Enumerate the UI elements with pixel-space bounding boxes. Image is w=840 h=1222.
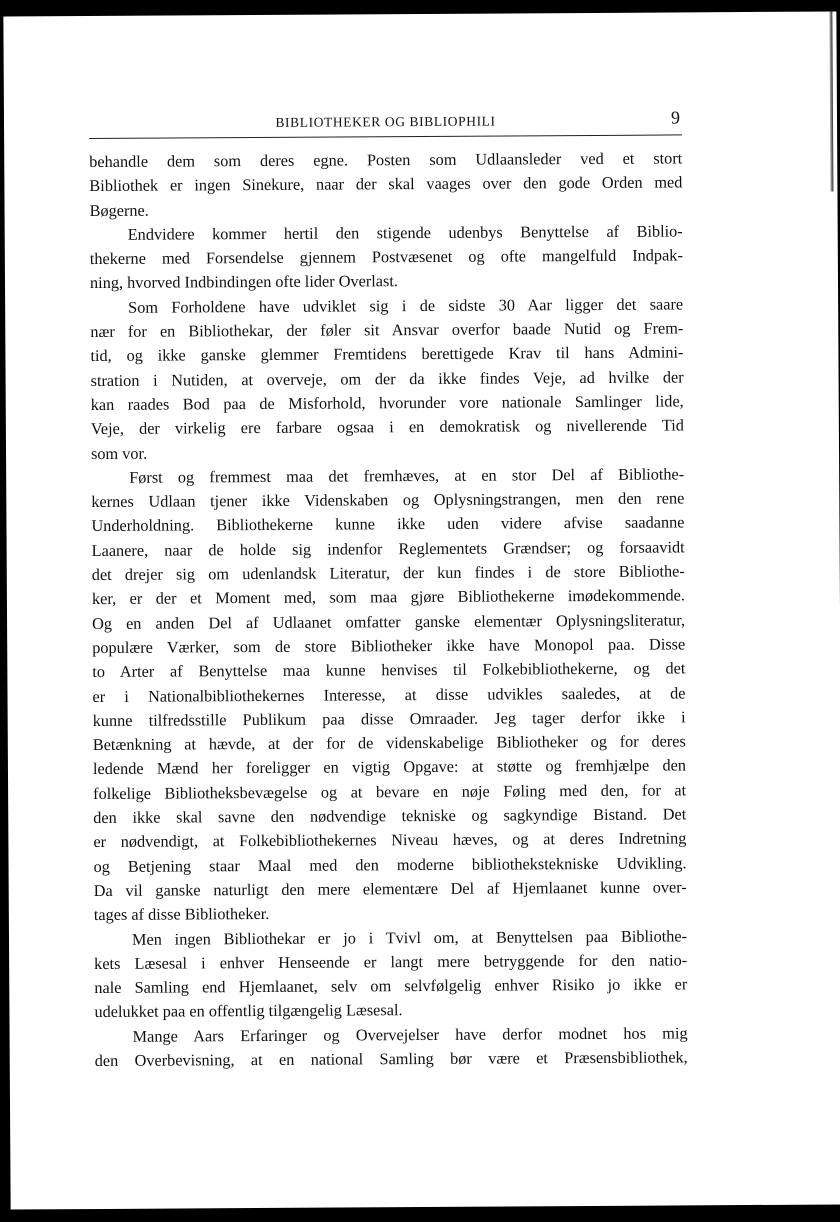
text-line: udelukket paa en offentlig tilgængelig Læsesal.: [94, 1000, 403, 1022]
page-edge-shadow: [829, 11, 833, 191]
text-line: den Overbevisning, at en national Samling bør være et Præsensbibliothek,: [94, 1047, 688, 1071]
text-line: nale Samling end Hjemlaanet, selv om selvfølgelig enhver Risiko jo ikke er: [94, 974, 688, 998]
page-number: 9: [670, 107, 681, 128]
text-line: ning, hvorved Indbindingen ofte lider Overlast.: [89, 271, 398, 293]
text-line: Betænkning at hævde, at der for de videnskabelige Bibliotheker og for deres: [92, 731, 686, 755]
text-line: tages af disse Bibliotheker.: [93, 904, 270, 925]
text-line: folkelige Bibliotheksbevægelse og at bevare en nøje Føling med den, for at: [93, 780, 687, 803]
text-line: populære Værker, som de store Bibliotheker ikke have Monopol paa. Disse: [92, 634, 686, 657]
text-line: thekerne med Forsendelse gjennem Postvæsenet og ofte mangelfuld Indpak-: [89, 245, 683, 269]
paragraph: [89, 146, 682, 223]
text-line: er i Nationalbibliothekernes Interesse, at disse udvikles saaledes, at de: [92, 682, 686, 706]
text-line: kunne tilfredsstille Publikum paa disse Omraader. Jeg tager derfor ikke i: [92, 707, 686, 730]
paragraph: [90, 219, 683, 296]
text-line: Laanere, naar de holde sig indenfor Reglementets Grændser; og forsaavidt: [91, 537, 685, 560]
text-line: som vor.: [90, 443, 148, 463]
paragraph: [90, 292, 684, 466]
text-line: ker, er der et Moment med, som maa gjøre Bibliothekerne imødekommende.: [91, 585, 685, 609]
text-line: Først og fremmest maa det fremhæves, at en stor Del af Bibliothe-: [129, 464, 685, 487]
text-line: Da vil ganske naturligt den mere elementære Del af Hjemlaanet kunne over-: [93, 877, 687, 900]
text-line: kets Læsesal i enhver Henseende er langt mere betryggende for den natio-: [94, 950, 688, 973]
text-line: Som Forholdene have udviklet sig i de sidste 30 Aar ligger det saare: [128, 294, 684, 317]
text-line: kan raades Bod paa de Misforhold, hvorunder vore nationale Samlinger lide,: [90, 391, 684, 414]
text-line: er nødvendigt, at Folkebibliothekernes Niveau hæves, og at deres Indretning: [93, 828, 687, 852]
text-line: Underholdning. Bibliothekerne kunne ikke uden videre afvise saadanne: [91, 512, 685, 536]
text-line: Og en anden Del af Udlaanet omfatter ganske elementær Oplysningsliteratur,: [92, 610, 686, 633]
book-page: [3, 11, 840, 1209]
text-line: ledende Mænd her foreligger en vigtig Opgave: at støtte og fremhjælpe den: [92, 755, 687, 779]
text-line: Bibliothek er ingen Sinekure, naar der skal vaages over den gode Orden med: [89, 172, 683, 196]
text-line: Bøgerne.: [89, 200, 149, 220]
text-line: Veje, der virkelig ere farbare ogsaa i en demokratisk og nivellerende Tid: [90, 415, 684, 439]
text-line: den ikke skal savne den nødvendige tekniske og sagkyndige Bistand. Det: [93, 804, 687, 828]
text-line: og Betjening staar Maal med den moderne bibliothekstekniske Udvikling.: [93, 853, 687, 876]
text-line: Men ingen Bibliothekar er jo i Tvivl om, at Benyttelsen paa Bibliothe-: [131, 925, 688, 949]
text-line: det drejer sig om udenlandsk Literatur, der kun findes i de store Bibliothe-: [91, 561, 685, 585]
paragraph: [91, 462, 687, 927]
text-line: tid, og ikke ganske glemmer Fremtidens berettigede Krav til hans Admini-: [90, 342, 684, 366]
text-line: Mange Aars Erfaringer og Overvejelser have derfor modnet hos mig: [132, 1023, 688, 1046]
body-text: [89, 146, 688, 1073]
running-header: [89, 108, 682, 139]
running-header-title: BIBLIOTHEKER OG BIBLIOPHILI: [275, 113, 496, 130]
text-line: Endvidere kommer hertil den stigende udenbys Benyttelse af Biblio-: [127, 221, 683, 244]
paragraph: [94, 924, 688, 1025]
text-line: kernes Udlaan tjener ikke Videnskaben og Oplysningstrangen, men den rene: [91, 488, 685, 512]
text-line: behandle dem som deres egne. Posten som Udlaansleder ved et stort: [89, 148, 683, 172]
text-line: stration i Nutiden, at overveje, om der da ikke findes Veje, ad hvilke der: [90, 367, 684, 390]
paragraph: [95, 1021, 688, 1073]
text-line: nær for en Bibliothekar, der føler sit Ansvar overfor baade Nutid og Frem-: [90, 318, 684, 342]
text-line: to Arter af Benyttelse maa kunne henvises til Folkebibliothekerne, og det: [92, 658, 686, 682]
